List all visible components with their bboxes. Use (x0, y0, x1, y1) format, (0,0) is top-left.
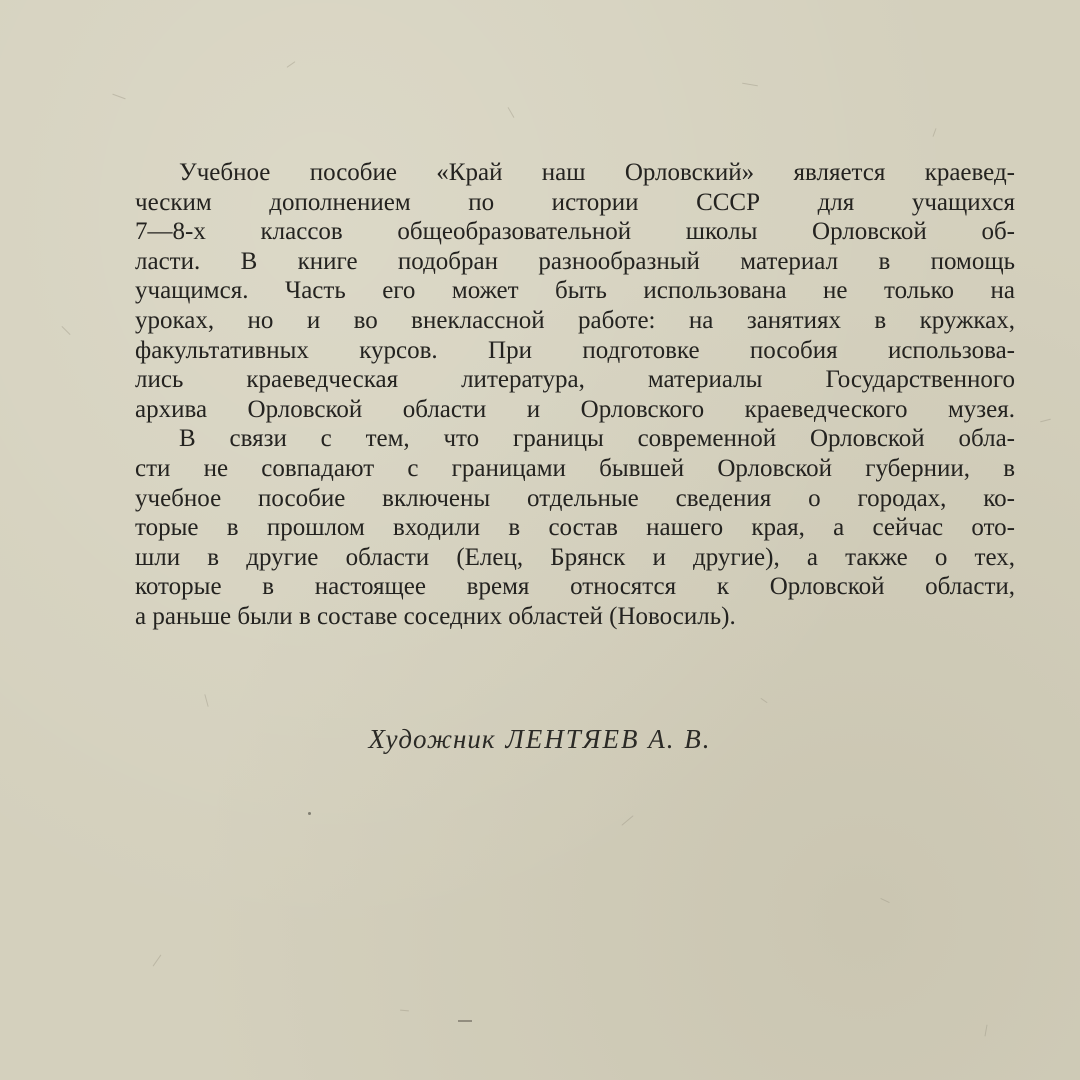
text-line: учебное пособие включены отдельные сведения о городах, ко- (135, 484, 1015, 512)
text-line: учащимся. Часть его может быть использована не только на (135, 277, 1015, 305)
paper-fiber (984, 1025, 987, 1037)
text-line: лись краеведческая литература, материалы Государственного (135, 366, 1015, 394)
text-line: ласти. В книге подобран разнообразный материал в помощь (135, 247, 1015, 275)
artist-credit (0, 724, 1080, 755)
paper-fiber (61, 326, 70, 335)
text-line: торые в прошлом входили в состав нашего края, а сейчас ото- (135, 514, 1015, 542)
paper-fiber (287, 61, 296, 68)
paragraph-2 (135, 424, 1015, 631)
text-line: сти не совпадают с границами бывшей Орловской губернии, в (135, 454, 1015, 482)
paper-fiber (153, 954, 162, 966)
text-line: Учебное пособие «Край наш Орловский» является краевед- (179, 159, 1015, 186)
foreword-text (135, 158, 1015, 632)
text-line: которые в настоящее время относятся к Орловской области, (135, 573, 1015, 601)
text-line: ческим дополнением по истории СССР для учащихся (135, 188, 1015, 216)
paper-fiber (932, 128, 936, 137)
paper-fiber (400, 1010, 409, 1012)
text-line: уроках, но и во внеклассной работе: на занятиях в кружках, (135, 306, 1015, 334)
text-line: шли в другие области (Елец, Брянск и другие), а также о тех, (135, 543, 1015, 571)
paper-fiber (1040, 419, 1051, 423)
artist-role: Художник (368, 724, 496, 754)
print-dot (308, 812, 311, 815)
text-line: а раньше были в составе соседних областей (Новосиль). (135, 602, 736, 630)
paper-fiber (621, 815, 633, 825)
print-mark (458, 1020, 472, 1022)
paper-fiber (880, 898, 889, 903)
paper-fiber (112, 94, 125, 100)
paper-fiber (742, 83, 758, 87)
text-line: архива Орловской области и Орловского краеведческого музея. (135, 395, 1015, 423)
paper-fiber (508, 107, 515, 118)
paper-fiber (760, 698, 767, 703)
paper-fiber (204, 694, 208, 707)
text-line: 7—8-х классов общеобразовательной школы Орловской об- (135, 218, 1015, 246)
artist-name: ЛЕНТЯЕВ А. В. (505, 724, 712, 754)
text-line: В связи с тем, что границы современной Орловской обла- (179, 425, 1015, 453)
text-line: факультативных курсов. При подготовке пособия использова- (135, 336, 1015, 364)
paragraph-1 (135, 158, 1015, 424)
